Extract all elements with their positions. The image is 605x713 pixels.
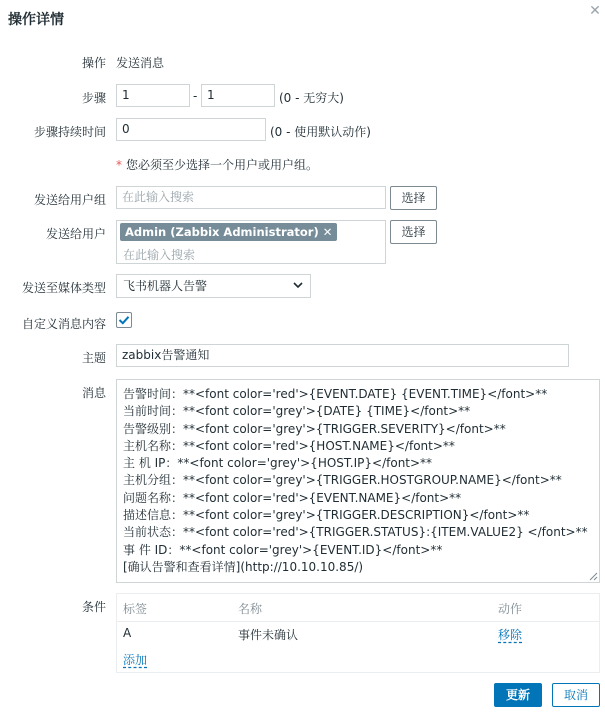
media-type-value: 飞书机器人告警	[123, 279, 208, 293]
step-duration-hint: (0 - 使用默认动作)	[270, 125, 371, 139]
operation-value: 发送消息	[116, 56, 165, 70]
message-line: 描述信息：**<font color='grey'>{TRIGGER.DESCRIPTION}</font>**	[123, 508, 530, 523]
chevron-down-icon	[292, 279, 304, 291]
step-duration-label: 步骤持续时间	[33, 125, 106, 139]
message-line: 告警级别：**<font color='grey'>{TRIGGER.SEVERITY}</font>**	[123, 421, 506, 436]
message-line: 主机分组：**<font color='grey'>{TRIGGER.HOSTGROUP.NAME}</font>**	[123, 473, 562, 488]
message-textarea[interactable]	[116, 379, 600, 583]
remove-condition-link[interactable]: 移除	[498, 628, 523, 642]
column-header-action: 动作	[498, 602, 523, 616]
users-select-button[interactable]: 选择	[390, 220, 437, 244]
message-line: [确认告警和查看详情](http://10.10.10.85/)	[123, 559, 364, 574]
column-header-name: 名称	[238, 602, 263, 616]
message-line: 主 机 IP：**<font color='grey'>{HOST.IP}</font>**	[123, 456, 433, 471]
users-label: 发送给用户	[45, 227, 106, 241]
user-groups-label: 发送给用户组	[33, 193, 106, 207]
selected-user-name: Admin (Zabbix Administrator)	[125, 225, 319, 239]
message-line: 事 件 ID：**<font color='grey'>{EVENT.ID}</font>**	[123, 542, 443, 557]
user-groups-select-button[interactable]: 选择	[390, 186, 437, 210]
user-groups-search-input[interactable]: 在此输入搜索	[116, 186, 386, 209]
header-divider	[117, 621, 599, 622]
subject-input[interactable]: zabbix告警通知	[116, 344, 569, 367]
dialog-title: 操作详情	[8, 12, 64, 28]
subject-label: 主题	[81, 351, 106, 365]
users-multiselect[interactable]	[116, 220, 386, 264]
media-type-label: 发送至媒体类型	[21, 281, 106, 295]
step-from-input[interactable]: 1	[116, 84, 190, 107]
media-type-select[interactable]	[116, 274, 311, 298]
required-asterisk: *	[116, 158, 122, 172]
selected-user-tag	[120, 223, 337, 241]
step-to-input[interactable]: 1	[201, 84, 275, 107]
column-header-tag: 标签	[123, 602, 148, 616]
update-button[interactable]: 更新	[494, 683, 542, 707]
steps-hint: (0 - 无穷大)	[279, 91, 344, 105]
cancel-button[interactable]: 取消	[552, 683, 600, 707]
add-condition-link[interactable]: 添加	[123, 653, 148, 667]
condition-name-cell: 事件未确认	[238, 628, 299, 642]
condition-tag-cell: A	[123, 626, 132, 640]
message-line: 问题名称：**<font color='red'>{EVENT.NAME}</font>**	[123, 490, 462, 505]
message-line: 当前时间：**<font color='grey'>{DATE} {TIME}</font>**	[123, 404, 471, 419]
steps-separator: -	[193, 89, 198, 103]
message-line: 主机名称：**<font color='red'>{HOST.NAME}</font>**	[123, 438, 455, 453]
custom-message-checkbox[interactable]	[116, 312, 132, 328]
requirement-note	[116, 156, 318, 173]
checkmark-icon	[117, 313, 131, 327]
step-duration-input[interactable]: 0	[116, 118, 266, 141]
message-line: 告警时间：**<font color='red'>{EVENT.DATE} {EVENT.TIME}</font>**	[123, 387, 548, 401]
message-line: 当前状态：**<font color='red'>{TRIGGER.STATUS}:{ITEM.VALUE2} </font>**	[123, 525, 588, 540]
message-label: 消息	[81, 386, 106, 400]
close-icon[interactable]: ✕	[589, 3, 601, 19]
conditions-label: 条件	[81, 600, 106, 614]
users-search-input[interactable]: 在此输入搜索	[123, 248, 196, 262]
steps-label: 步骤	[81, 91, 106, 105]
requirement-text: 您必须至少选择一个用户或用户组。	[126, 158, 319, 172]
operation-label: 操作	[81, 56, 106, 70]
resize-grip-icon[interactable]	[589, 572, 598, 581]
conditions-table	[116, 593, 600, 673]
custom-message-label: 自定义消息内容	[21, 317, 106, 331]
remove-tag-icon[interactable]: ✕	[322, 225, 333, 239]
